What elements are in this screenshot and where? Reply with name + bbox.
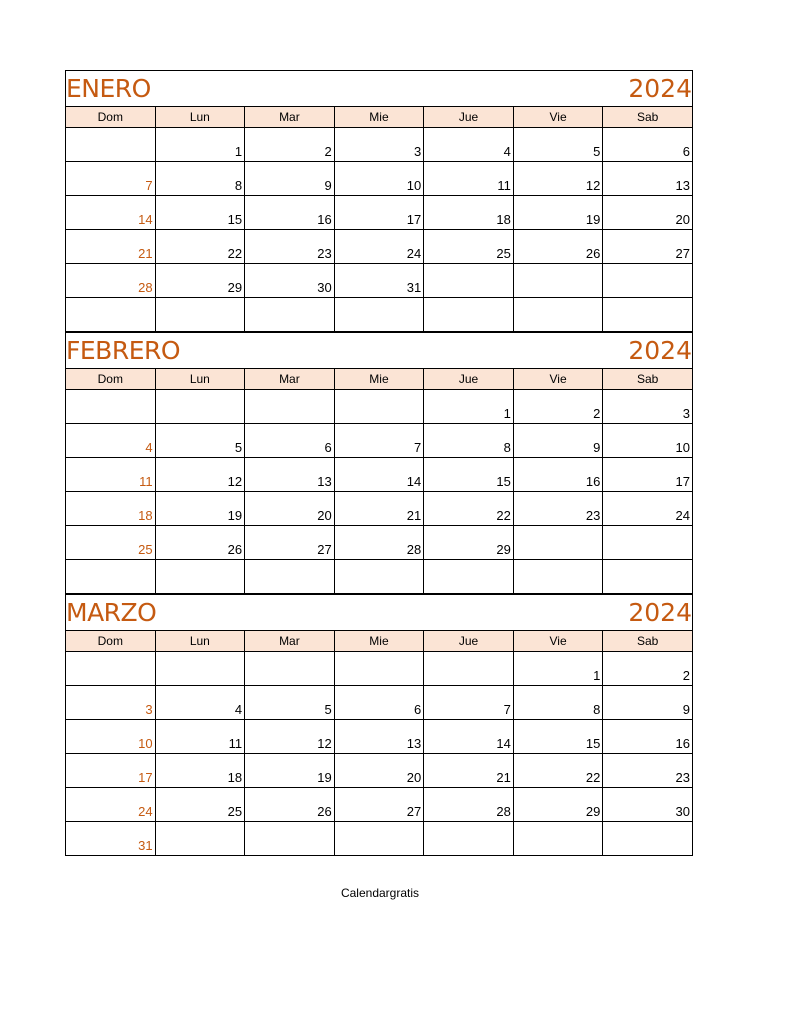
- day-number: 11: [497, 178, 511, 193]
- day-cell: [155, 788, 245, 822]
- day-cell: [155, 162, 245, 196]
- month-title: ENERO: [66, 74, 151, 103]
- day-number: 19: [227, 508, 243, 523]
- day-number: 5: [234, 440, 243, 455]
- day-cell: [513, 788, 603, 822]
- day-cell: [245, 822, 335, 856]
- weekday-label: Lun: [155, 369, 245, 390]
- month-block-marzo: [65, 594, 693, 856]
- day-number: 26: [227, 542, 243, 557]
- day-cell: [603, 162, 693, 196]
- day-cell: [334, 458, 424, 492]
- week-row: [66, 526, 693, 560]
- day-number: 6: [324, 440, 332, 455]
- day-cell: [334, 424, 424, 458]
- day-number: 17: [675, 474, 690, 489]
- day-number: 6: [682, 144, 690, 159]
- day-cell: [603, 424, 693, 458]
- day-cell: [513, 162, 603, 196]
- day-cell: [155, 424, 245, 458]
- day-cell: [424, 390, 514, 424]
- day-number: 22: [227, 246, 243, 261]
- week-row: [66, 162, 693, 196]
- day-cell: [334, 788, 424, 822]
- day-number: 7: [503, 702, 511, 717]
- weekday-label: Vie: [513, 631, 603, 652]
- day-cell: [155, 298, 245, 332]
- day-cell: [155, 822, 245, 856]
- day-number: 12: [317, 736, 332, 751]
- day-cell: [424, 424, 514, 458]
- calendar-page: [65, 70, 693, 856]
- day-cell: [334, 686, 424, 720]
- day-number: 30: [675, 804, 690, 819]
- day-number: 21: [138, 246, 153, 261]
- day-cell: [334, 196, 424, 230]
- weekday-label: Sab: [603, 631, 693, 652]
- day-number: 28: [138, 280, 153, 295]
- day-number: 25: [138, 542, 153, 557]
- day-cell: [424, 162, 514, 196]
- day-cell: [245, 560, 335, 594]
- day-number: 4: [145, 440, 153, 455]
- weekday-label: Jue: [424, 369, 514, 390]
- day-number: 11: [139, 474, 153, 489]
- week-row: [66, 560, 693, 594]
- day-cell: [513, 196, 603, 230]
- day-cell: [603, 720, 693, 754]
- week-row: [66, 196, 693, 230]
- day-cell: [66, 264, 156, 298]
- day-cell: [513, 390, 603, 424]
- week-row: [66, 230, 693, 264]
- day-number: 14: [138, 212, 153, 227]
- weekday-label: Dom: [66, 631, 156, 652]
- day-cell: [334, 526, 424, 560]
- day-number: 23: [317, 246, 332, 261]
- day-number: 8: [503, 440, 511, 455]
- day-number: 17: [138, 770, 153, 785]
- day-cell: [603, 754, 693, 788]
- day-cell: [245, 652, 335, 686]
- day-cell: [334, 128, 424, 162]
- day-cell: [513, 424, 603, 458]
- weekday-label: Mar: [245, 369, 335, 390]
- day-number: 19: [317, 770, 332, 785]
- day-cell: [603, 526, 693, 560]
- day-cell: [155, 128, 245, 162]
- day-cell: [424, 458, 514, 492]
- week-row: [66, 720, 693, 754]
- day-cell: [245, 162, 335, 196]
- day-cell: [245, 390, 335, 424]
- day-cell: [245, 458, 335, 492]
- day-cell: [334, 230, 424, 264]
- day-number: 1: [593, 668, 601, 683]
- day-number: 5: [324, 702, 332, 717]
- day-cell: [334, 822, 424, 856]
- day-cell: [334, 720, 424, 754]
- day-cell: [603, 390, 693, 424]
- day-cell: [603, 196, 693, 230]
- day-cell: [603, 264, 693, 298]
- weekday-label: Dom: [66, 369, 156, 390]
- day-cell: [603, 788, 693, 822]
- day-number: 8: [234, 178, 243, 193]
- weekday-header-row: [66, 631, 693, 652]
- day-cell: [245, 720, 335, 754]
- day-cell: [603, 822, 693, 856]
- day-number: 12: [227, 474, 243, 489]
- day-number: 3: [145, 702, 153, 717]
- day-number: 22: [585, 770, 601, 785]
- day-cell: [245, 230, 335, 264]
- day-cell: [603, 492, 693, 526]
- month-title: MARZO: [66, 598, 157, 627]
- week-row: [66, 788, 693, 822]
- day-cell: [155, 264, 245, 298]
- day-number: 25: [496, 246, 511, 261]
- day-cell: [66, 560, 156, 594]
- day-cell: [334, 264, 424, 298]
- day-cell: [245, 264, 335, 298]
- day-number: 13: [317, 474, 332, 489]
- day-number: 29: [496, 542, 511, 557]
- day-cell: [334, 560, 424, 594]
- week-row: [66, 492, 693, 526]
- day-number: 21: [496, 770, 511, 785]
- day-cell: [155, 560, 245, 594]
- day-cell: [513, 128, 603, 162]
- weekday-header-row: [66, 107, 693, 128]
- day-cell: [66, 822, 156, 856]
- day-number: 27: [406, 804, 422, 819]
- day-cell: [603, 230, 693, 264]
- day-cell: [155, 720, 245, 754]
- weekday-label: Sab: [603, 107, 693, 128]
- day-number: 15: [585, 736, 601, 751]
- day-cell: [603, 458, 693, 492]
- week-row: [66, 652, 693, 686]
- day-number: 31: [406, 280, 422, 295]
- day-cell: [245, 492, 335, 526]
- day-number: 28: [406, 542, 422, 557]
- day-cell: [513, 526, 603, 560]
- day-number: 20: [675, 212, 690, 227]
- day-number: 22: [496, 508, 511, 523]
- day-cell: [513, 492, 603, 526]
- day-cell: [66, 458, 156, 492]
- day-number: 6: [414, 702, 422, 717]
- day-number: 29: [585, 804, 601, 819]
- day-cell: [66, 720, 156, 754]
- day-cell: [155, 230, 245, 264]
- month-header: [65, 70, 693, 106]
- day-number: 15: [227, 212, 243, 227]
- week-row: [66, 298, 693, 332]
- day-number: 13: [406, 736, 422, 751]
- day-cell: [513, 560, 603, 594]
- day-number: 21: [406, 508, 422, 523]
- day-number: 20: [317, 508, 332, 523]
- day-number: 19: [585, 212, 601, 227]
- day-cell: [334, 390, 424, 424]
- weekday-label: Vie: [513, 369, 603, 390]
- day-cell: [424, 652, 514, 686]
- weekday-label: Jue: [424, 631, 514, 652]
- day-number: 4: [503, 144, 511, 159]
- day-number: 31: [138, 838, 153, 853]
- day-number: 9: [324, 178, 332, 193]
- day-cell: [66, 128, 156, 162]
- week-row: [66, 686, 693, 720]
- day-number: 24: [675, 508, 690, 523]
- day-number: 25: [227, 804, 243, 819]
- day-number: 3: [414, 144, 422, 159]
- day-number: 23: [675, 770, 690, 785]
- day-number: 10: [675, 440, 690, 455]
- day-number: 16: [317, 212, 332, 227]
- weekday-header-row: [66, 369, 693, 390]
- week-row: [66, 424, 693, 458]
- day-cell: [245, 298, 335, 332]
- day-cell: [155, 526, 245, 560]
- day-number: 2: [593, 406, 601, 421]
- week-row: [66, 128, 693, 162]
- day-cell: [513, 264, 603, 298]
- day-number: 12: [585, 178, 601, 193]
- day-cell: [155, 458, 245, 492]
- day-cell: [66, 686, 156, 720]
- day-number: 27: [675, 246, 690, 261]
- day-number: 9: [682, 702, 690, 717]
- day-number: 18: [496, 212, 511, 227]
- day-number: 2: [324, 144, 332, 159]
- day-cell: [155, 754, 245, 788]
- day-number: 15: [496, 474, 511, 489]
- week-row: [66, 264, 693, 298]
- day-cell: [513, 686, 603, 720]
- day-cell: [245, 788, 335, 822]
- day-cell: [66, 788, 156, 822]
- day-number: 28: [496, 804, 511, 819]
- day-number: 14: [406, 474, 422, 489]
- day-number: 7: [145, 178, 153, 193]
- day-cell: [603, 128, 693, 162]
- weekday-label: Vie: [513, 107, 603, 128]
- day-number: 26: [317, 804, 332, 819]
- day-cell: [424, 128, 514, 162]
- day-cell: [334, 492, 424, 526]
- weekday-label: Mar: [245, 631, 335, 652]
- day-number: 23: [585, 508, 601, 523]
- month-header: [65, 332, 693, 368]
- weekday-label: Sab: [603, 369, 693, 390]
- day-cell: [603, 560, 693, 594]
- day-number: 5: [593, 144, 601, 159]
- day-cell: [424, 526, 514, 560]
- month-grid: [65, 630, 693, 856]
- day-number: 24: [406, 246, 422, 261]
- day-cell: [603, 686, 693, 720]
- day-number: 13: [675, 178, 690, 193]
- day-cell: [66, 424, 156, 458]
- day-cell: [424, 686, 514, 720]
- day-cell: [245, 526, 335, 560]
- day-cell: [424, 264, 514, 298]
- day-number: 17: [406, 212, 422, 227]
- weekday-label: Mie: [334, 369, 424, 390]
- day-cell: [245, 686, 335, 720]
- day-number: 2: [682, 668, 690, 683]
- week-row: [66, 822, 693, 856]
- day-number: 18: [138, 508, 153, 523]
- week-row: [66, 458, 693, 492]
- day-cell: [66, 230, 156, 264]
- day-cell: [66, 196, 156, 230]
- day-cell: [66, 526, 156, 560]
- day-number: 4: [234, 702, 243, 717]
- day-cell: [245, 424, 335, 458]
- day-cell: [334, 754, 424, 788]
- weekday-label: Mie: [334, 631, 424, 652]
- day-number: 14: [496, 736, 511, 751]
- day-number: 20: [406, 770, 422, 785]
- day-cell: [513, 230, 603, 264]
- day-number: 7: [414, 440, 422, 455]
- day-cell: [245, 196, 335, 230]
- day-number: 24: [138, 804, 153, 819]
- day-number: 27: [317, 542, 332, 557]
- day-cell: [66, 298, 156, 332]
- month-title: FEBRERO: [66, 336, 181, 365]
- footer-credit: Calendargratis: [340, 886, 420, 900]
- day-cell: [66, 162, 156, 196]
- day-cell: [424, 492, 514, 526]
- day-cell: [424, 754, 514, 788]
- day-number: 16: [675, 736, 690, 751]
- month-header: [65, 594, 693, 630]
- month-year: 2024: [628, 74, 692, 103]
- day-cell: [66, 652, 156, 686]
- day-cell: [155, 492, 245, 526]
- day-cell: [66, 492, 156, 526]
- month-grid: [65, 368, 693, 594]
- day-cell: [424, 196, 514, 230]
- day-number: 9: [593, 440, 601, 455]
- day-cell: [424, 788, 514, 822]
- day-number: 3: [682, 406, 690, 421]
- month-year: 2024: [628, 336, 692, 365]
- day-cell: [513, 652, 603, 686]
- day-cell: [424, 822, 514, 856]
- day-cell: [155, 196, 245, 230]
- day-cell: [155, 652, 245, 686]
- day-cell: [155, 686, 245, 720]
- day-cell: [513, 754, 603, 788]
- day-cell: [245, 754, 335, 788]
- day-number: 30: [317, 280, 332, 295]
- day-number: 8: [593, 702, 601, 717]
- day-cell: [424, 230, 514, 264]
- day-cell: [513, 720, 603, 754]
- week-row: [66, 390, 693, 424]
- day-cell: [424, 720, 514, 754]
- weekday-label: Lun: [155, 107, 245, 128]
- day-cell: [513, 822, 603, 856]
- weekday-label: Mie: [334, 107, 424, 128]
- month-block-febrero: [65, 332, 693, 594]
- day-cell: [334, 652, 424, 686]
- weekday-label: Dom: [66, 107, 156, 128]
- day-cell: [513, 458, 603, 492]
- day-number: 18: [227, 770, 243, 785]
- day-cell: [334, 162, 424, 196]
- day-cell: [66, 390, 156, 424]
- month-year: 2024: [628, 598, 692, 627]
- day-number: 10: [406, 178, 422, 193]
- day-cell: [603, 298, 693, 332]
- day-cell: [424, 560, 514, 594]
- day-number: 1: [503, 406, 511, 421]
- month-block-enero: [65, 70, 693, 332]
- day-cell: [245, 128, 335, 162]
- weekday-label: Lun: [155, 631, 245, 652]
- day-number: 16: [585, 474, 601, 489]
- day-cell: [66, 754, 156, 788]
- day-number: 26: [585, 246, 601, 261]
- day-cell: [513, 298, 603, 332]
- day-number: 29: [227, 280, 243, 295]
- day-cell: [155, 390, 245, 424]
- weekday-label: Mar: [245, 107, 335, 128]
- day-cell: [603, 652, 693, 686]
- week-row: [66, 754, 693, 788]
- month-grid: [65, 106, 693, 332]
- day-number: 11: [228, 736, 243, 751]
- day-number: 10: [138, 736, 153, 751]
- weekday-label: Jue: [424, 107, 514, 128]
- day-cell: [424, 298, 514, 332]
- day-cell: [334, 298, 424, 332]
- day-number: 1: [234, 144, 243, 159]
